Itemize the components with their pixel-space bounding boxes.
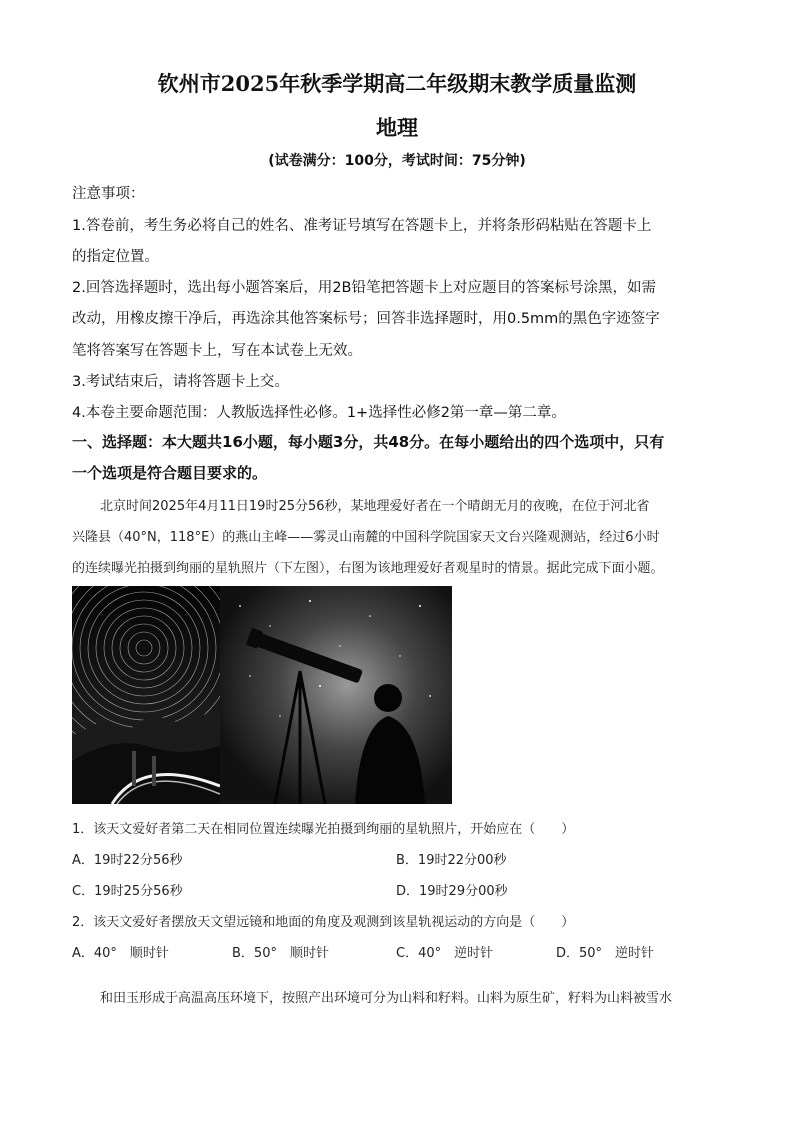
q1-option-c: C．19时25分56秒 [72, 884, 183, 899]
section-heading: 一、选择题：本大题共16小题，每小题3分，共48分。在每小题给出的四个选项中，只有 [72, 433, 665, 451]
question-1-stem: 1．该天文爱好者第二天在相同位置连续曝光拍摄到绚丽的星轨照片，开始应在（ ） [72, 822, 575, 837]
note-line: 的指定位置。 [72, 249, 159, 265]
exam-info: (试卷满分：100分，考试时间：75分钟) [268, 153, 526, 169]
note-line: 1.答卷前，考生务必将自己的姓名、准考证号填写在答题卡上，并将条形码粘贴在答题卡上 [72, 218, 652, 234]
q2-option-a: A．40° 顺时针 [72, 946, 169, 961]
q1-option-d: D．19时29分00秒 [396, 884, 508, 899]
page-title: 钦州市2025年秋季学期高二年级期末教学质量监测 [157, 71, 637, 96]
note-line: 3.考试结束后，请将答题卡上交。 [72, 374, 289, 390]
q1-option-a: A．19时22分56秒 [72, 853, 183, 868]
figure-photos [72, 586, 452, 804]
notes-heading: 注意事项： [72, 186, 145, 202]
q2-option-d: D．50° 逆时针 [556, 946, 655, 961]
passage-line: 北京时间2025年4月11日19时25分56秒，某地理爱好者在一个晴朗无月的夜晚，在位于河北省 [100, 499, 650, 514]
star-trail-photo [72, 586, 220, 804]
section-heading: 一个选项是符合题目要求的。 [72, 464, 268, 482]
telescope-observer-photo [220, 586, 452, 804]
note-line: 笔将答案写在答题卡上，写在本试卷上无效。 [72, 343, 362, 359]
q1-option-b: B．19时22分00秒 [396, 853, 507, 868]
question-2-stem: 2．该天文爱好者摆放天文望远镜和地面的角度及观测到该星轨视运动的方向是（ ） [72, 915, 575, 930]
q2-option-c: C．40° 逆时针 [396, 946, 494, 961]
note-line: 2.回答选择题时，选出每小题答案后，用2B铅笔把答题卡上对应题目的答案标号涂黑，如需 [72, 280, 657, 296]
passage-line: 兴隆县（40°N，118°E）的燕山主峰——雾灵山南麓的中国科学院国家天文台兴隆观测站，经过6小时 [72, 530, 660, 545]
subject-title: 地理 [376, 115, 418, 140]
note-line: 4.本卷主要命题范围：人教版选择性必修。1+选择性必修2第一章—第二章。 [72, 405, 566, 421]
note-line: 改动，用橡皮擦干净后，再选涂其他答案标号；回答非选择题时，用0.5mm的黑色字迹签字 [72, 311, 660, 327]
passage-line: 的连续曝光拍摄到绚丽的星轨照片（下左图），右图为该地理爱好者观星时的情景。据此完成下面小题。 [72, 561, 664, 576]
passage-2-line: 和田玉形成于高温高压环境下，按照产出环境可分为山料和籽料。山料为原生矿，籽料为山料被雪水 [100, 991, 673, 1006]
q2-option-b: B．50° 顺时针 [232, 946, 329, 961]
